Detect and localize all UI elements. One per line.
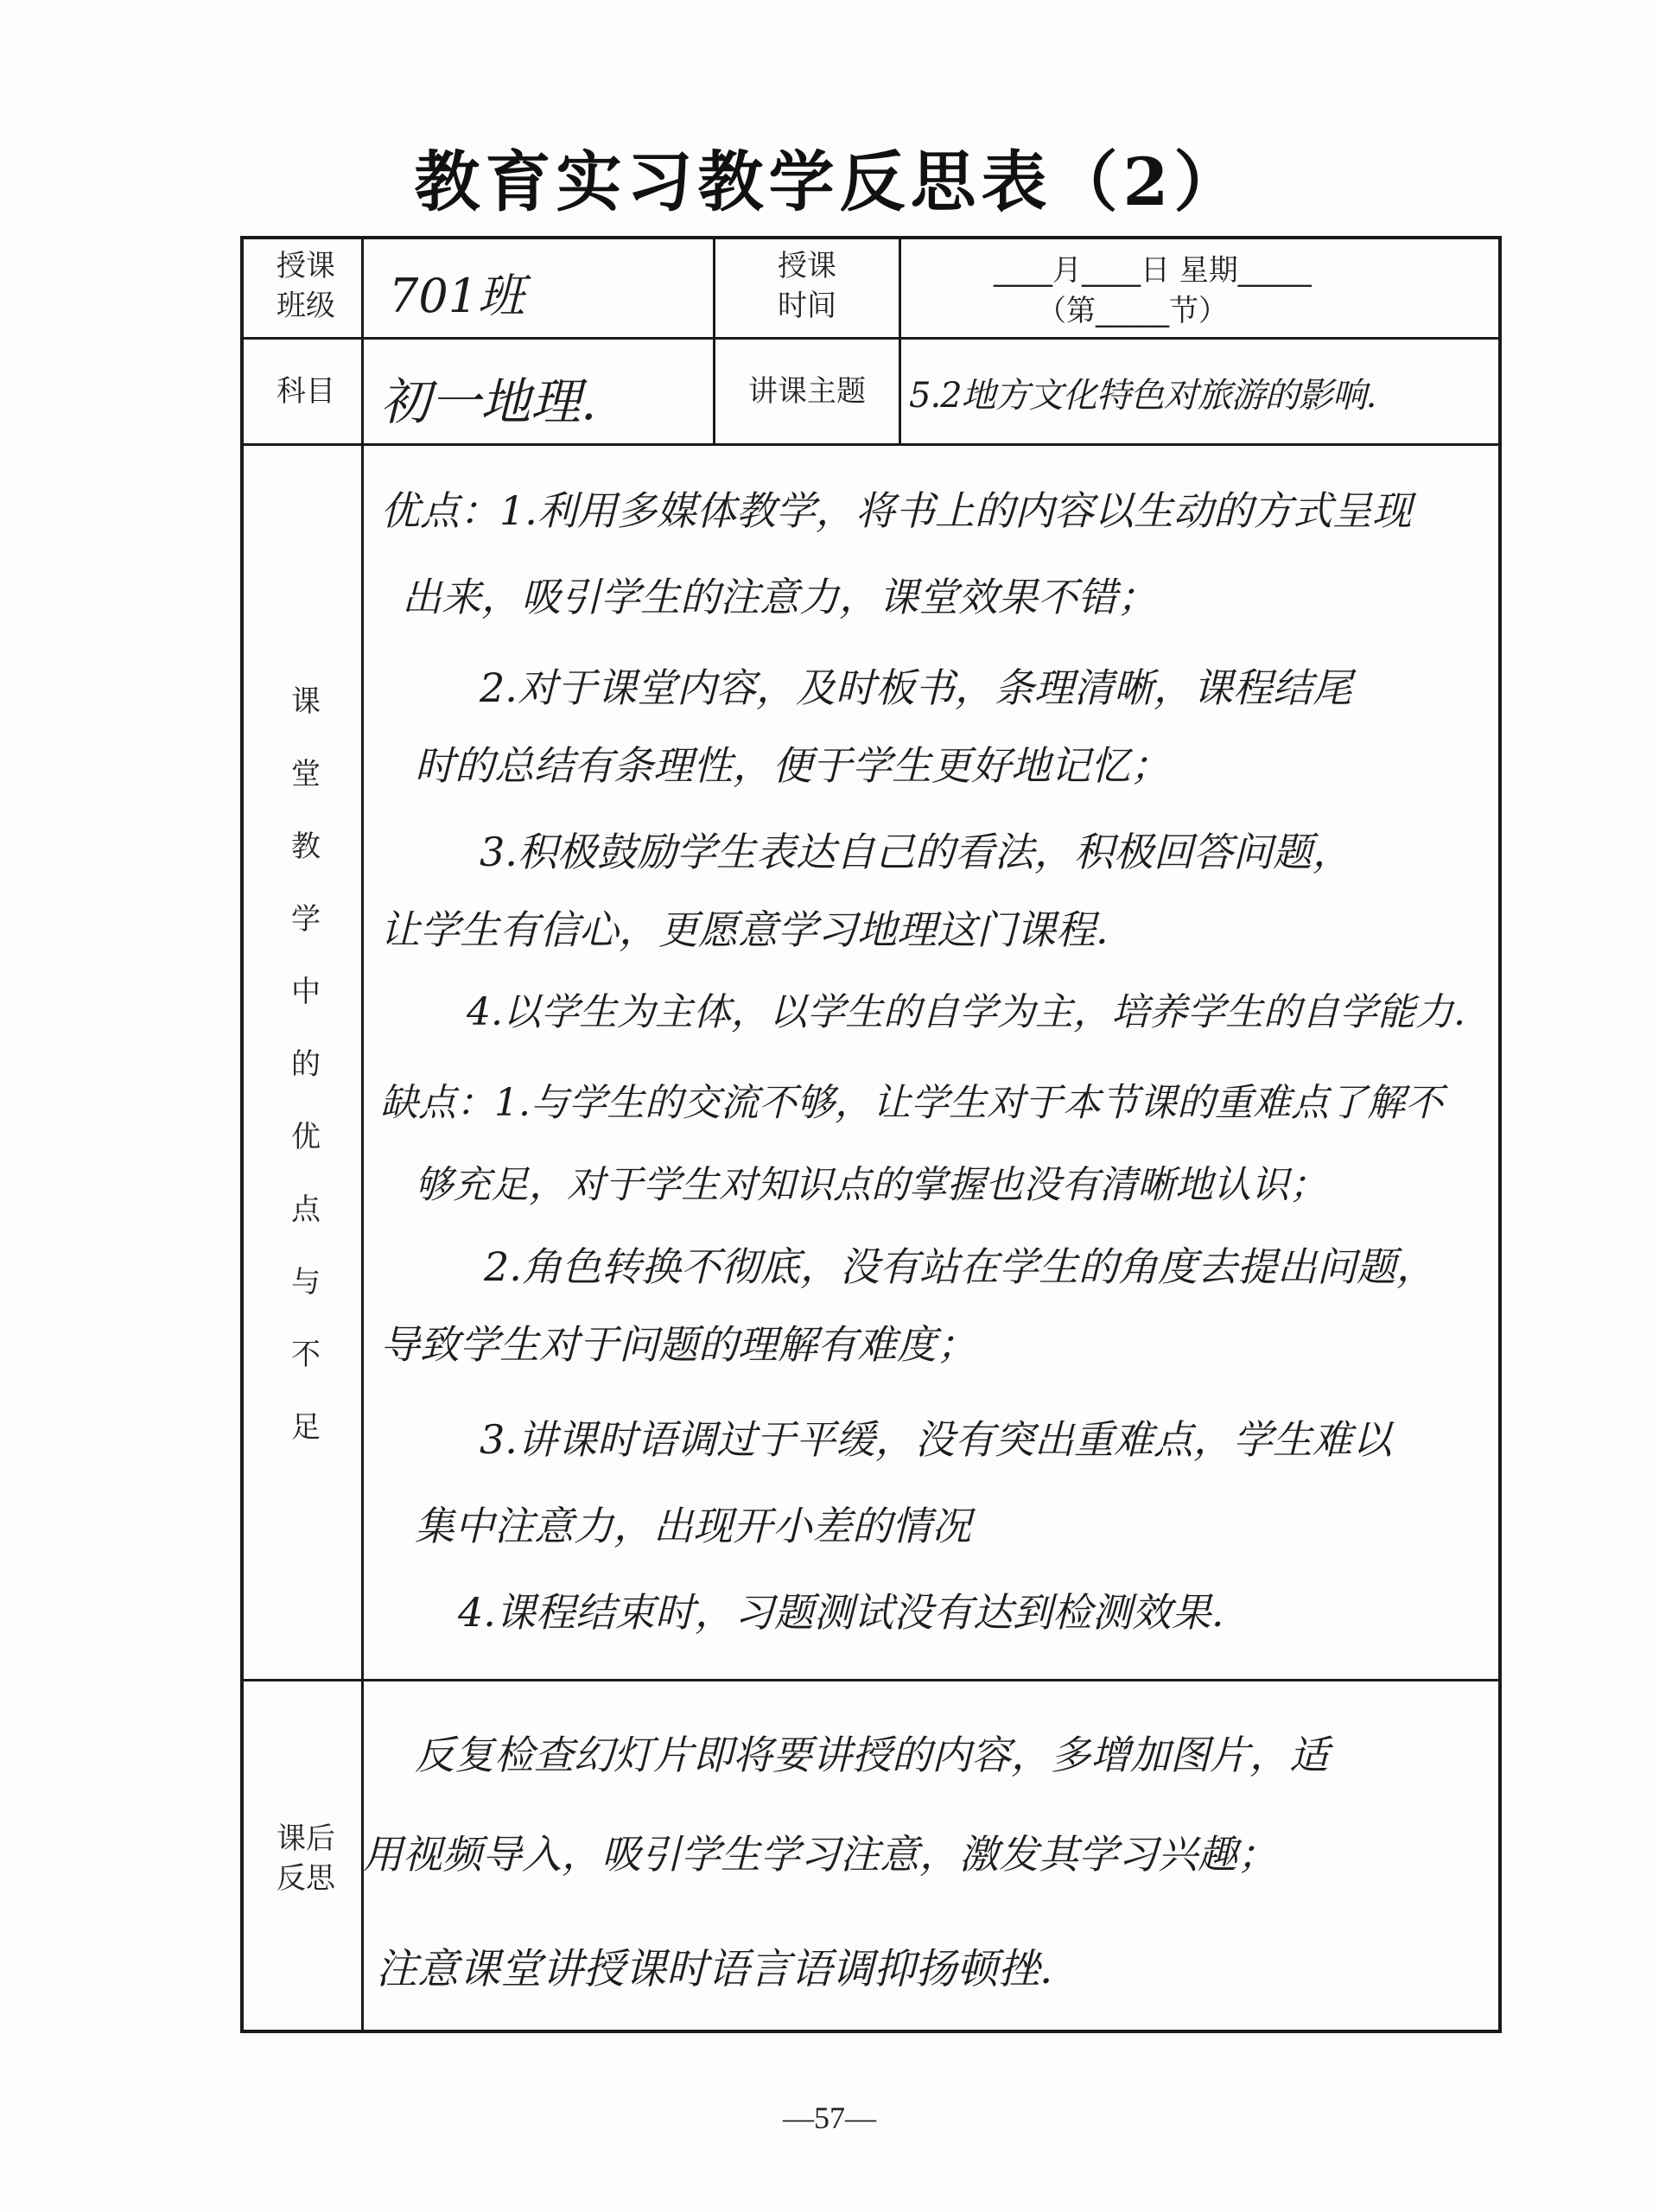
side-label-char: 教 <box>291 830 321 864</box>
form-title: 教育实习教学反思表（2） <box>414 143 1245 220</box>
handwritten-line: 导致学生对于问题的理解有难度； <box>380 1321 976 1368</box>
time-label <box>715 246 899 326</box>
side-label-char: 点 <box>291 1192 321 1227</box>
reflection-line: 用视频导入，吸引学生学习注意，激发其学习兴趣； <box>363 1831 1277 1878</box>
handwritten-line: 时的总结有条理性，便于学生更好地记忆； <box>415 742 1170 789</box>
side-label-char: 足 <box>291 1410 321 1445</box>
side-label-char: 堂 <box>291 757 321 791</box>
side-label-char: 与 <box>291 1265 321 1300</box>
handwritten-line: 3.讲课时语调过于平缓，没有突出重难点，学生难以 <box>480 1416 1392 1463</box>
row-divider <box>240 443 1502 446</box>
row-divider <box>240 337 1502 340</box>
reflection-label-line-1: 课后 <box>276 1821 335 1856</box>
topic-label: 讲课主题 <box>748 374 866 409</box>
handwritten-line: 让学生有信心，更愿意学习地理这门课程. <box>380 906 1109 953</box>
page-number: —57— <box>783 2101 876 2135</box>
column-divider <box>361 236 364 445</box>
class-label-line-1: 授课 <box>276 249 335 283</box>
column-divider <box>899 236 901 445</box>
handwritten-line: 缺点：1.与学生的交流不够，让学生对于本节课的重难点了解不 <box>380 1081 1443 1125</box>
side-label-char: 课 <box>291 684 321 719</box>
row-divider <box>240 1679 1502 1681</box>
side-label-char: 不 <box>291 1338 321 1372</box>
handwritten-line: 优点：1.利用多媒体教学，将书上的内容以生动的方式呈现 <box>380 487 1412 534</box>
class-label <box>251 246 361 326</box>
reflection-label <box>251 1819 361 1898</box>
handwritten-line: 2.角色转换不彻底，没有站在学生的角度去提出问题， <box>484 1243 1436 1290</box>
time-date-line: ____月____日 星期_____ <box>994 253 1312 288</box>
class-value: 701班 <box>389 269 525 323</box>
subject-value: 初一地理. <box>380 372 597 431</box>
handwritten-line: 集中注意力，出现开小差的情况 <box>415 1503 971 1549</box>
pros-cons-side-label <box>251 665 361 1464</box>
side-label-char: 优 <box>291 1120 321 1154</box>
handwritten-line: 够充足，对于学生对知识点的掌握也没有清晰地认识； <box>415 1163 1327 1207</box>
reflection-line: 反复检查幻灯片即将要讲授的内容，多增加图片，适 <box>415 1732 1329 1778</box>
side-label-char: 的 <box>291 1047 321 1082</box>
time-label-line-2: 时间 <box>778 289 836 323</box>
reflection-line: 注意课堂讲授课时语言语调抑扬顿挫. <box>376 1945 1053 1993</box>
topic-value: 5.2地方文化特色对旅游的影响. <box>909 376 1376 416</box>
handwritten-line: 4.课程结束时，习题测试没有达到检测效果. <box>458 1589 1224 1636</box>
class-label-line-2: 班级 <box>276 289 335 323</box>
handwritten-line: 2.对于课堂内容，及时板书，条理清晰，课程结尾 <box>480 664 1352 711</box>
reflection-label-line-2: 反思 <box>276 1861 335 1896</box>
time-label-line-1: 授课 <box>778 249 836 283</box>
side-label-char: 中 <box>291 975 321 1009</box>
side-label-char: 学 <box>291 902 321 937</box>
time-period-line: （第_____节） <box>1037 294 1228 328</box>
column-divider <box>361 443 364 2033</box>
handwritten-line: 4.以学生为主体，以学生的自学为主，培养学生的自学能力. <box>467 990 1465 1034</box>
subject-label: 科目 <box>276 374 335 409</box>
handwritten-line: 出来，吸引学生的注意力，课堂效果不错； <box>402 574 1157 620</box>
handwritten-line: 3.积极鼓励学生表达自己的看法，积极回答问题， <box>480 829 1352 875</box>
